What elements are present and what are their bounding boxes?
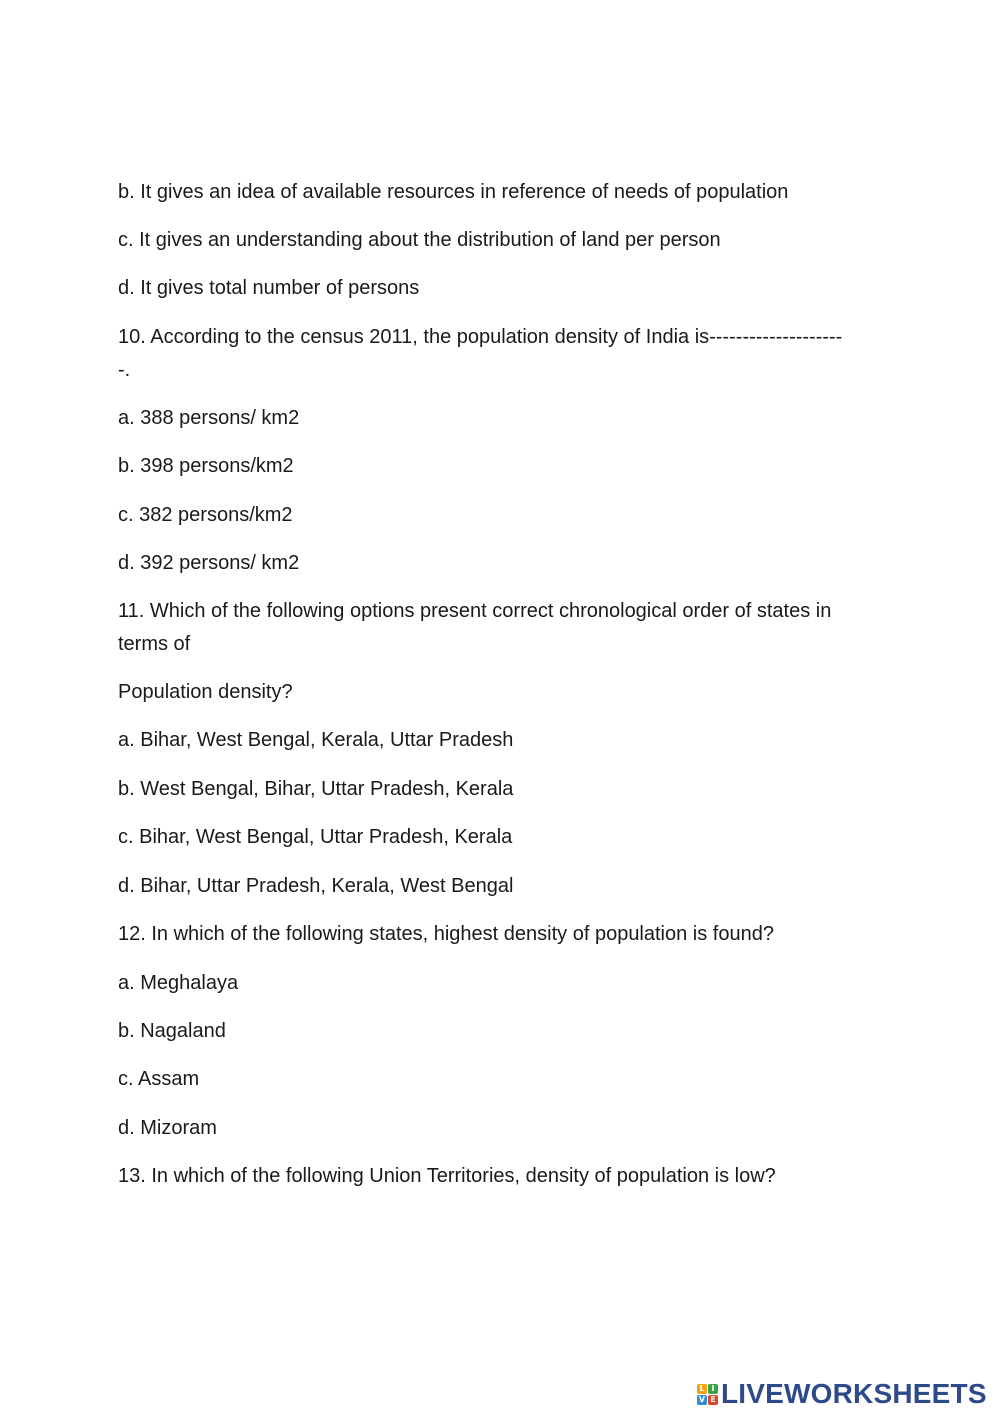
option-10a: a. 388 persons/ km2 [118,407,300,429]
question-11-continuation: terms of [118,633,191,655]
option-11d: d. Bihar, Uttar Pradesh, Kerala, West Bengal [118,875,514,897]
question-11: 11. Which of the following options present correct chronological order of states in [118,600,832,622]
logo-mark-tile-3: V [698,1394,706,1404]
option-12c: c. Assam [118,1068,200,1090]
option-11b: b. West Bengal, Bihar, Uttar Pradesh, Kerala [118,778,514,800]
question-11-line-3: Population density? [118,681,293,703]
liveworksheets-logo-text: LIVEWORKSHEETS [721,1378,987,1409]
option-11a: a. Bihar, West Bengal, Kerala, Uttar Pradesh [118,729,514,751]
logo-mark-tile-4: E [708,1395,718,1405]
option-9c: c. It gives an understanding about the distribution of land per person [118,229,721,251]
option-12a: a. Meghalaya [118,972,239,994]
option-10c: c. 382 persons/km2 [118,504,293,526]
option-10d: d. 392 persons/ km2 [118,552,300,574]
question-10-continuation: -. [118,359,131,381]
option-10b: b. 398 persons/km2 [118,455,294,477]
option-11c: c. Bihar, West Bengal, Uttar Pradesh, Kerala [118,826,513,848]
option-12d: d. Mizoram [118,1117,217,1139]
option-9b: b. It gives an idea of available resources in reference of needs of population [118,181,789,203]
logo-mark-tile-1: L [697,1384,707,1394]
question-13: 13. In which of the following Union Territories, density of population is low? [118,1165,776,1187]
question-12: 12. In which of the following states, highest density of population is found? [118,923,774,945]
liveworksheets-logo [697,1378,987,1410]
logo-mark-tile-2: I [708,1384,718,1394]
liveworksheets-logo-icon [697,1384,718,1405]
option-9d: d. It gives total number of persons [118,277,420,299]
option-12b: b. Nagaland [118,1020,226,1042]
question-10: 10. According to the census 2011, the population density of India is-------------------- [118,326,843,348]
